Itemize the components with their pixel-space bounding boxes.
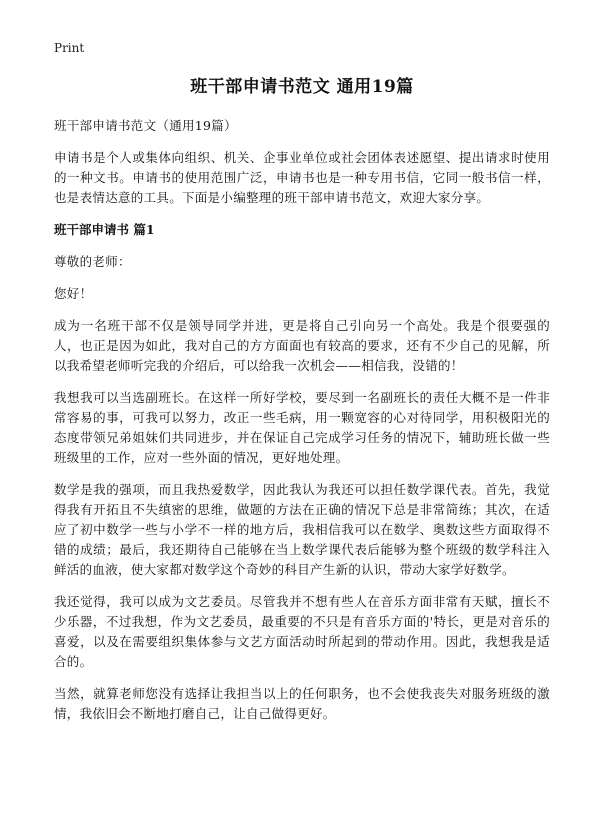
salutation: 尊敬的老师： <box>54 254 131 269</box>
intro-paragraph: 申请书是个人或集体向组织、机关、企事业单位或社会团体表述愿望、提出请求时使用的一种文书。申请书的使用范围广泛，申请书也是一种专用书信，它同一般书信一样，也是表情达意的工具。下面是小编整理的班干部申请书范文，欢迎大家分享。 <box>54 150 550 205</box>
document-subtitle: 班干部申请书范文（通用19篇） <box>54 118 237 133</box>
body-paragraph: 我想我可以当选副班长。在这样一所好学校，要尽到一名副班长的责任大概不是一件非常容易的事，可我可以努力，改正一些毛病，用一颗宽容的心对待同学，用积极阳光的态度带领兄弟姐妹们共同进步，并在保证自己完成学习任务的情况下，辅助班长做一些班级里的工作，应对一些外面的情况，更好地处理。 <box>54 390 550 465</box>
body-paragraph: 数学是我的强项，而且我热爱数学，因此我认为我还可以担任数学课代表。首先，我觉得我有开拓且不失缜密的思维，做题的方法在正确的情况下总是非常简练；其次，在适应了初中数学一些与小学不一样的地方后，我相信我可以在数学、奥数这些方面取得不错的成绩；最后，我还期待自己能够在当上数学课代表后能够为整个班级的数学科注入鲜活的血液，使大家都对数学这个奇妙的科目产生新的认识，带动大家学好数学。 <box>54 482 550 577</box>
section-heading: 班干部申请书 篇1 <box>54 222 155 237</box>
body-paragraph: 成为一名班干部不仅是领导同学并进，更是将自己引向另一个高处。我是个很要强的人，也正是因为如此，我对自己的方方面面也有较高的要求，还有不少自己的见解，所以我希望老师听完我的介绍后，可以给我一次机会——相信我，没错的！ <box>54 318 550 373</box>
greeting: 您好！ <box>54 286 93 301</box>
document-page <box>54 40 550 736</box>
body-paragraph: 我还觉得，我可以成为文艺委员。尽管我并不想有些人在音乐方面非常有天赋，擅长不少乐器，不过我想，作为文艺委员，最重要的不只是有音乐方面的'特长，更是对音乐的喜爱，以及在需要组织集体参与文艺方面活动时所起到的带动作用。因此，我想我是适合的。 <box>54 594 550 669</box>
page-title: 班干部申请书范文 通用19篇 <box>190 77 414 97</box>
print-label: Print <box>54 41 85 55</box>
body-paragraph: 当然，就算老师您没有选择让我担当以上的任何职务，也不会使我丧失对服务班级的激情，我依旧会不断地打磨自己，让自己做得更好。 <box>54 686 550 721</box>
